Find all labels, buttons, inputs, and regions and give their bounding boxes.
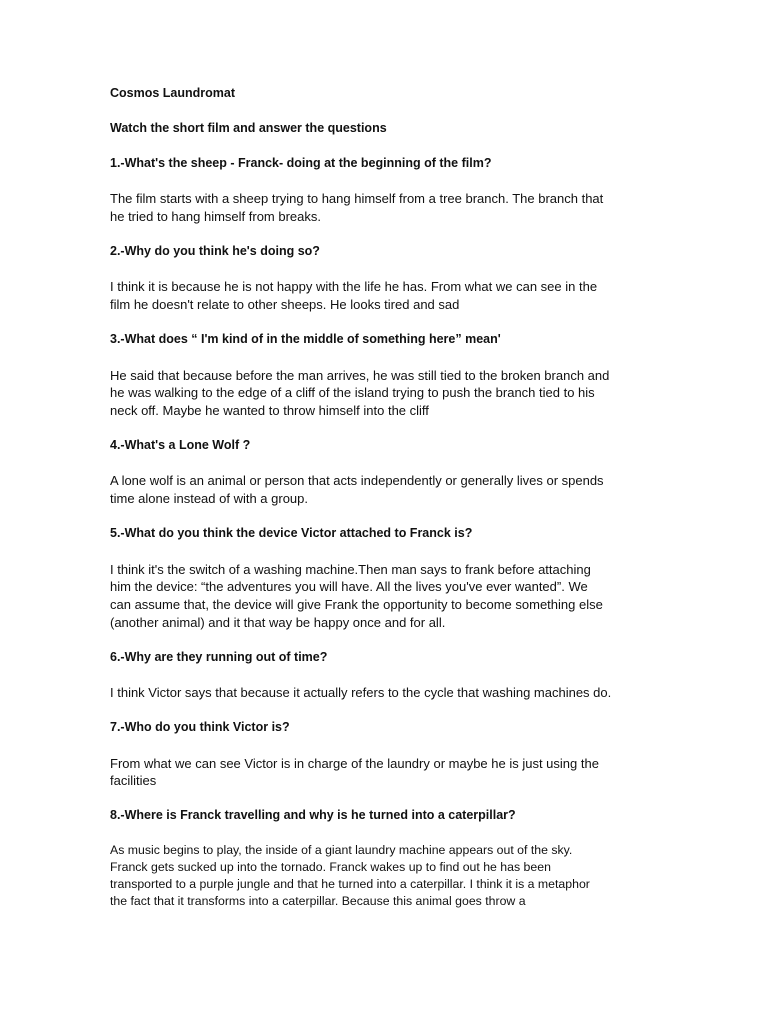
answer-3-line-2: he was walking to the edge of a cliff of the island trying to push the branch tied to his [110, 385, 595, 400]
answer-4-line-2: time alone instead of with a group. [110, 491, 309, 506]
instructions: Watch the short film and answer the questions [110, 121, 387, 135]
question-6: 6.-Why are they running out of time? [110, 650, 328, 664]
question-5: 5.-What do you think the device Victor attached to Franck is? [110, 526, 473, 540]
answer-3-line-1: He said that because before the man arrives, he was still tied to the broken branch and [110, 368, 610, 383]
answer-8-line-2: Franck gets sucked up into the tornado. Franck wakes up to find out he has been [110, 860, 551, 874]
answer-5-line-4: (another animal) and it that way be happy once and for all. [110, 615, 446, 630]
answer-1-line-2: he tried to hang himself from breaks. [110, 209, 321, 224]
answer-7-line-1: From what we can see Victor is in charge of the laundry or maybe he is just using the [110, 756, 599, 771]
question-7: 7.-Who do you think Victor is? [110, 720, 290, 734]
question-8: 8.-Where is Franck travelling and why is he turned into a caterpillar? [110, 808, 516, 822]
answer-2-line-1: I think it is because he is not happy with the life he has. From what we can see in the [110, 279, 598, 294]
answer-8-line-3: transported to a purple jungle and that he turned into a caterpillar. I think it is a metaphor [110, 877, 590, 891]
answer-2-line-2: film he doesn't relate to other sheeps. He looks tired and sad [110, 297, 460, 312]
answer-5-line-1: I think it's the switch of a washing machine.Then man says to frank before attaching [110, 562, 591, 577]
question-2: 2.-Why do you think he's doing so? [110, 244, 320, 258]
answer-3-line-3: neck off. Maybe he wanted to throw himself into the cliff [110, 403, 429, 418]
answer-6-line-1: I think Victor says that because it actually refers to the cycle that washing machines do. [110, 685, 612, 700]
answer-8-line-1: As music begins to play, the inside of a giant laundry machine appears out of the sky. [110, 843, 573, 857]
answer-7-line-2: facilities [110, 773, 157, 788]
answer-8-line-4: the fact that it transforms into a caterpillar. Because this animal goes throw a [110, 894, 526, 908]
answer-1-line-1: The film starts with a sheep trying to hang himself from a tree branch. The branch that [110, 191, 604, 206]
answer-5-line-3: can assume that, the device will give Frank the opportunity to become something else [110, 597, 603, 612]
question-1: 1.-What's the sheep - Franck- doing at the beginning of the film? [110, 156, 492, 170]
question-4: 4.-What's a Lone Wolf ? [110, 438, 251, 452]
question-3: 3.-What does “ I'm kind of in the middle of something here” mean' [110, 332, 501, 346]
answer-4-line-1: A lone wolf is an animal or person that acts independently or generally lives or spends [110, 473, 604, 488]
answer-5-line-2: him the device: “the adventures you will have. All the lives you've ever wanted”. We [110, 579, 588, 594]
document-title: Cosmos Laundromat [110, 86, 236, 100]
